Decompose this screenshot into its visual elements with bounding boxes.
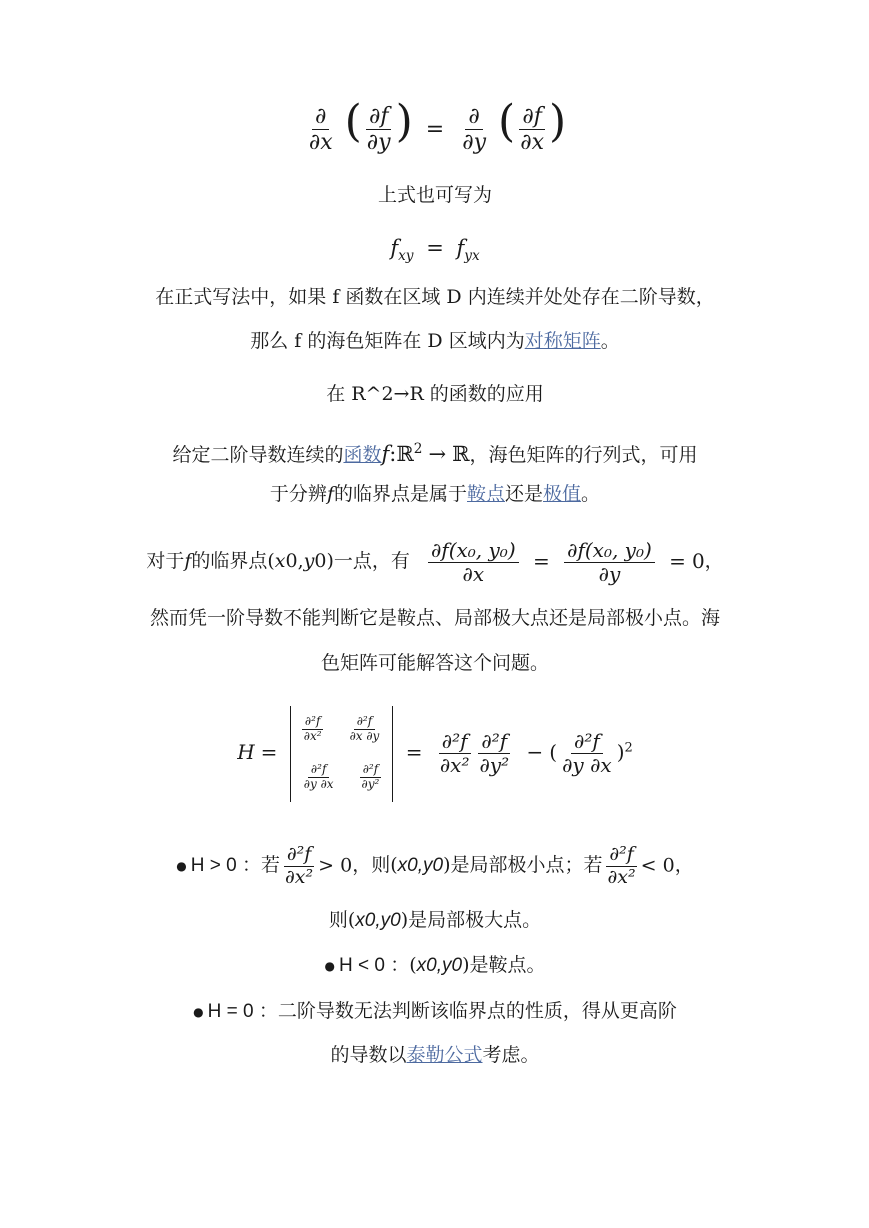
para1-line1: 在正式写法中，如果 f 函数在区域 D 内连续并处处存在二阶导数， (155, 286, 715, 308)
also-written-text: 上式也可写为 (377, 184, 492, 206)
para1-line2: 那么 f 的海色矩阵在 D 区域内为对称矩阵。 (250, 330, 620, 352)
bullet-h-negative: ● H < 0 ：(x0,y0)是鞍点。 (324, 954, 546, 976)
formula-fxy: $f_{xy} = f_{yx}$ (390, 236, 480, 265)
bullet-h-positive-line2: 则(x0,y0)是局部极大点。 (328, 909, 542, 931)
bullet-h-positive: ● H > 0 ：若 $\frac{\text{∂²f}}{\text{∂x²}}$ > 0，则(x0,y0)是局部极小点；若 $\frac{\text{∂²f}}{\text{∂x²}}$ < 0， (176, 842, 694, 888)
saddle-point-link[interactable]: 鞍点 (467, 483, 506, 505)
mapping-formula: f:ℝ$^2$ → ℝ (381, 441, 470, 466)
para3-line3: 色矩阵可能解答这个问题。 (320, 652, 549, 674)
extremum-link[interactable]: 极值 (543, 483, 582, 505)
bullet-h-zero-line2: 的导数以泰勒公式考虑。 (330, 1044, 540, 1066)
para3-line2: 然而凭一阶导数不能判断它是鞍点、局部极大点还是局部极小点。海 (149, 607, 720, 629)
frac-d-dy: $\frac{\partial}{\partial y}$ (462, 104, 487, 156)
bullet-dot-icon: ● (324, 959, 335, 973)
para2-line1: 给定二阶导数连续的函数f:ℝ$^2$ → ℝ，海色矩阵的行列式，可用 (172, 441, 698, 466)
formula-symmetry: $\frac{\partial}{\partial x}$ ( $\frac{\partial f}{\partial y}$ ) = $\frac{\partial}{\partial y}$ ( $\frac{\partial f}{\partial x}$ ) (120, 104, 750, 174)
frac-d-dx: $\frac{\partial}{\partial x}$ (308, 104, 333, 156)
symmetric-matrix-link[interactable]: 对称矩阵 (524, 330, 601, 352)
taylor-formula-link[interactable]: 泰勒公式 (406, 1044, 483, 1066)
hessian-determinant: $\frac{\text{∂²f}}{\text{∂x²}}$ $\frac{\text{∂²f}}{\partial x \partial y}$ $\frac{\text{∂²f}}{\partial y \partial x}$ $\frac{\text{∂²f}}{\text{∂y²}}$ (290, 706, 394, 802)
para3-line1: 对于f的临界点(x0,y0)一点，有 $\frac{\text{∂f(x₀, y₀)}}{\partial x}$ = $\frac{\text{∂f(x₀, y₀)}}{\partial y}$ = 0， (146, 537, 724, 586)
para2-line2: 于分辨f的临界点是属于鞍点还是极值。 (269, 483, 601, 505)
critical-point-formula: $\frac{\text{∂f(x₀, y₀)}}{\partial x}$ = $\frac{\text{∂f(x₀, y₀)}}{\partial y}$ = 0 (426, 539, 705, 586)
hessian-formula: H = $\frac{\text{∂²f}}{\text{∂x²}}$ $\frac{\text{∂²f}}{\partial x \partial y}$ $\frac{\text{∂²f}}{\partial y \partial x}$ $\frac{\text{∂²f}}{\text{∂y²}}$ = $\frac{\text{∂²f}}{\text{∂x²}}$ $\frac{\text{∂²f}}{\text{∂y²}}$ − ( $\frac{\text{∂²f}}{\partial y \partial x}$ )$^2$ (120, 702, 750, 802)
bullet-dot-icon: ● (193, 1005, 204, 1019)
function-link[interactable]: 函数 (343, 444, 382, 466)
bullet-h-zero: ● H = 0 ：二阶导数无法判断该临界点的性质，得从更高阶 (193, 1000, 677, 1022)
frac-df-dx: $\frac{\partial f}{\partial x}$ (520, 104, 544, 156)
section-title: 在 R^2→R 的函数的应用 (326, 383, 544, 405)
frac-df-dy: $\frac{\partial f}{\partial y}$ (366, 104, 391, 156)
bullet-dot-icon: ● (176, 859, 187, 873)
